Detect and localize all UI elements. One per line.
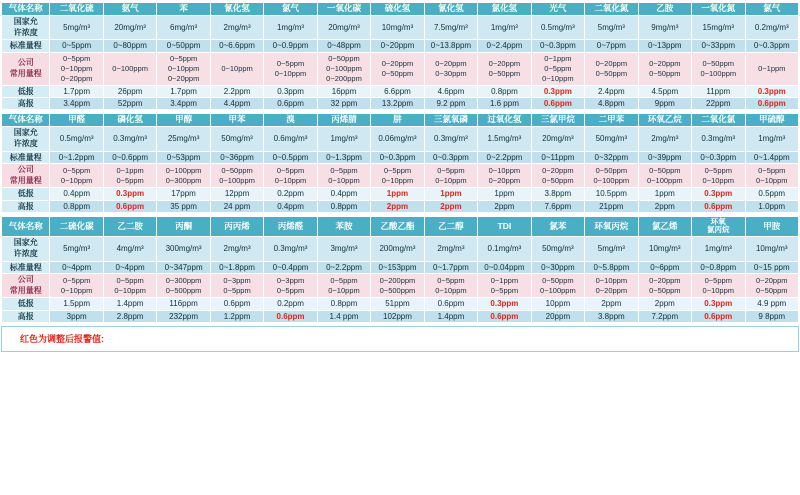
high-alarm-cell: 2.8ppm bbox=[103, 310, 156, 322]
national-limit-cell: 50mg/m³ bbox=[585, 127, 638, 152]
standard-range-cell: 0~0.3ppm bbox=[371, 151, 424, 163]
national-limit-cell: 300mg/m³ bbox=[157, 237, 210, 262]
national-limit-cell: 1.5mg/m³ bbox=[478, 127, 531, 152]
row-label-gas-name: 气体名称 bbox=[2, 216, 50, 236]
gas-name-header: 氯气 bbox=[745, 3, 798, 16]
company-range-cell: 0~50ppm 0~100ppm bbox=[585, 163, 638, 188]
national-limit-row bbox=[2, 15, 799, 40]
national-limit-cell: 7.5mg/m³ bbox=[424, 15, 477, 40]
high-alarm-cell: 3.8ppm bbox=[585, 310, 638, 322]
high-alarm-cell: 2ppm bbox=[638, 200, 691, 212]
company-range-cell: 0~50ppm 0~100ppm 0~200ppm bbox=[317, 52, 370, 85]
row-label-national-limit: 国家允 许浓度 bbox=[2, 237, 50, 262]
gas-name-header: 苯 bbox=[157, 3, 210, 16]
company-range-cell: 0~5ppm 0~10ppm bbox=[371, 163, 424, 188]
company-range-cell: 0~20ppm 0~50ppm bbox=[638, 273, 691, 298]
row-label-low-alarm: 低报 bbox=[2, 85, 50, 97]
gas-name-header: 氯苯 bbox=[531, 216, 584, 236]
company-range-cell: 0~5ppm 0~10ppm bbox=[50, 163, 103, 188]
low-alarm-cell: 0.8ppm bbox=[317, 298, 370, 310]
national-limit-cell: 1mg/m³ bbox=[264, 15, 317, 40]
company-range-row bbox=[2, 52, 799, 85]
gas-threshold-table bbox=[1, 2, 799, 323]
national-limit-cell: 15mg/m³ bbox=[692, 15, 745, 40]
low-alarm-cell: 0.3ppm bbox=[692, 298, 745, 310]
low-alarm-cell: 0.3ppm bbox=[531, 85, 584, 97]
row-label-gas-name: 气体名称 bbox=[2, 114, 50, 127]
row-label-standard-range: 标准量程 bbox=[2, 151, 50, 163]
national-limit-row bbox=[2, 127, 799, 152]
low-alarm-cell: 2ppm bbox=[638, 298, 691, 310]
national-limit-cell: 200mg/m³ bbox=[371, 237, 424, 262]
gas-name-header: 氰化氢 bbox=[210, 3, 263, 16]
national-limit-cell: 5mg/m³ bbox=[585, 15, 638, 40]
standard-range-row bbox=[2, 151, 799, 163]
low-alarm-row bbox=[2, 85, 799, 97]
gas-name-header: 光气 bbox=[531, 3, 584, 16]
gas-name-header: 三氯氧磷 bbox=[424, 114, 477, 127]
gas-name-header: 二硫化碳 bbox=[50, 216, 103, 236]
legend-red-note: 红色为调整后报警值: bbox=[20, 334, 104, 345]
national-limit-cell: 25mg/m³ bbox=[157, 127, 210, 152]
row-label-gas-name: 气体名称 bbox=[2, 3, 50, 16]
gas-name-header: 氯气 bbox=[264, 3, 317, 16]
company-range-cell: 0~100ppm bbox=[103, 52, 156, 85]
gas-name-header: 三氯甲烷 bbox=[531, 114, 584, 127]
national-limit-cell: 5mg/m³ bbox=[585, 237, 638, 262]
standard-range-cell: 0~1.7ppm bbox=[424, 261, 477, 273]
gas-name-header: 过氧化氢 bbox=[478, 114, 531, 127]
low-alarm-cell: 2ppm bbox=[585, 298, 638, 310]
row-label-high-alarm: 高报 bbox=[2, 200, 50, 212]
row-label-high-alarm: 高报 bbox=[2, 310, 50, 322]
gas-name-header: 氯乙烯 bbox=[638, 216, 691, 236]
company-range-cell: 0~5ppm 0~10ppm bbox=[264, 52, 317, 85]
low-alarm-cell: 4.6ppm bbox=[424, 85, 477, 97]
company-range-cell: 0~5ppm 0~10ppm 0~20ppm bbox=[157, 52, 210, 85]
high-alarm-cell: 4.4ppm bbox=[210, 98, 263, 110]
low-alarm-cell: 0.4ppm bbox=[50, 188, 103, 200]
standard-range-cell: 0~2.2ppm bbox=[317, 261, 370, 273]
low-alarm-cell: 1ppm bbox=[371, 188, 424, 200]
low-alarm-cell: 3.8ppm bbox=[531, 188, 584, 200]
low-alarm-cell: 26ppm bbox=[103, 85, 156, 97]
low-alarm-cell: 116ppm bbox=[157, 298, 210, 310]
standard-range-cell: 0~0.6ppm bbox=[103, 151, 156, 163]
high-alarm-cell: 0.6ppm bbox=[692, 200, 745, 212]
standard-range-cell: 0~20ppm bbox=[371, 40, 424, 52]
row-label-low-alarm: 低报 bbox=[2, 298, 50, 310]
low-alarm-cell: 1ppm bbox=[638, 188, 691, 200]
low-alarm-cell: 0.2ppm bbox=[264, 188, 317, 200]
high-alarm-cell: 0.6ppm bbox=[264, 98, 317, 110]
national-limit-cell: 1mg/m³ bbox=[478, 15, 531, 40]
standard-range-cell: 0~5ppm bbox=[50, 40, 103, 52]
national-limit-cell: 2mg/m³ bbox=[638, 127, 691, 152]
high-alarm-cell: 2ppm bbox=[478, 200, 531, 212]
high-alarm-cell: 9.2 ppm bbox=[424, 98, 477, 110]
standard-range-cell: 0~7ppm bbox=[585, 40, 638, 52]
national-limit-cell: 2mg/m³ bbox=[424, 237, 477, 262]
company-range-cell: 0~50ppm 0~100ppm bbox=[210, 163, 263, 188]
gas-name-header: 甲硫醇 bbox=[745, 114, 798, 127]
standard-range-cell: 0~1.3ppm bbox=[317, 151, 370, 163]
high-alarm-cell: 24 ppm bbox=[210, 200, 263, 212]
gas-name-row bbox=[2, 114, 799, 127]
standard-range-cell: 0~0.3ppm bbox=[424, 151, 477, 163]
row-label-high-alarm: 高报 bbox=[2, 98, 50, 110]
high-alarm-cell: 0.6ppm bbox=[264, 310, 317, 322]
low-alarm-cell: 1ppm bbox=[478, 188, 531, 200]
company-range-cell: 0~20ppm 0~30ppm bbox=[424, 52, 477, 85]
high-alarm-cell: 0.6ppm bbox=[692, 310, 745, 322]
low-alarm-cell: 11ppm bbox=[692, 85, 745, 97]
high-alarm-cell: 0.6ppm bbox=[478, 310, 531, 322]
standard-range-cell: 0~30ppm bbox=[531, 261, 584, 273]
low-alarm-cell: 0.4ppm bbox=[317, 188, 370, 200]
low-alarm-cell: 10ppm bbox=[531, 298, 584, 310]
national-limit-cell: 6mg/m³ bbox=[157, 15, 210, 40]
standard-range-cell: 0~33ppm bbox=[692, 40, 745, 52]
high-alarm-cell: 32 ppm bbox=[317, 98, 370, 110]
gas-name-header: 环氧乙烷 bbox=[638, 114, 691, 127]
national-limit-cell: 20mg/m³ bbox=[317, 15, 370, 40]
gas-name-header: 二氧化氯 bbox=[692, 114, 745, 127]
national-limit-cell: 0.5mg/m³ bbox=[531, 15, 584, 40]
low-alarm-cell: 4.9 ppm bbox=[745, 298, 798, 310]
standard-range-cell: 0~1.8ppm bbox=[210, 261, 263, 273]
low-alarm-cell: 4.5ppm bbox=[638, 85, 691, 97]
gas-name-header: 乙酸乙酯 bbox=[371, 216, 424, 236]
high-alarm-cell: 232ppm bbox=[157, 310, 210, 322]
standard-range-cell: 0~6ppm bbox=[638, 261, 691, 273]
high-alarm-cell: 2ppm bbox=[424, 200, 477, 212]
national-limit-cell: 3mg/m³ bbox=[317, 237, 370, 262]
gas-name-header: 一氧化碳 bbox=[317, 3, 370, 16]
national-limit-cell: 0.3mg/m³ bbox=[424, 127, 477, 152]
company-range-cell: 0~5ppm 0~10ppm bbox=[103, 273, 156, 298]
gas-name-row bbox=[2, 3, 799, 16]
gas-name-header: 氯化氢 bbox=[478, 3, 531, 16]
high-alarm-cell: 22ppm bbox=[692, 98, 745, 110]
company-range-cell: 0~1ppm bbox=[745, 52, 798, 85]
company-range-cell: 0~20ppm 0~50ppm bbox=[638, 52, 691, 85]
national-limit-cell: 50mg/m³ bbox=[531, 237, 584, 262]
standard-range-cell: 0~11ppm bbox=[531, 151, 584, 163]
national-limit-cell: 5mg/m³ bbox=[50, 237, 103, 262]
low-alarm-cell: 0.8ppm bbox=[478, 85, 531, 97]
high-alarm-cell: 0.8ppm bbox=[317, 200, 370, 212]
low-alarm-cell: 1ppm bbox=[424, 188, 477, 200]
national-limit-cell: 10mg/m³ bbox=[745, 237, 798, 262]
high-alarm-cell: 1.0ppm bbox=[745, 200, 798, 212]
standard-range-cell: 0~15 ppm bbox=[745, 261, 798, 273]
national-limit-cell: 1mg/m³ bbox=[745, 127, 798, 152]
company-range-cell: 0~3ppm 0~5ppm bbox=[264, 273, 317, 298]
standard-range-cell: 0~2.4ppm bbox=[478, 40, 531, 52]
standard-range-cell: 0~0.3ppm bbox=[745, 40, 798, 52]
national-limit-cell: 10mg/m³ bbox=[371, 15, 424, 40]
national-limit-cell: 0.3mg/m³ bbox=[103, 127, 156, 152]
company-range-cell: 0~5ppm 0~10ppm bbox=[424, 273, 477, 298]
company-range-cell: 0~20ppm 0~50ppm bbox=[585, 52, 638, 85]
high-alarm-cell: 0.4ppm bbox=[264, 200, 317, 212]
low-alarm-cell: 0.2ppm bbox=[264, 298, 317, 310]
company-range-cell: 0~10ppm bbox=[210, 52, 263, 85]
standard-range-cell: 0~50ppm bbox=[157, 40, 210, 52]
standard-range-cell: 0~80ppm bbox=[103, 40, 156, 52]
high-alarm-cell: 1.2ppm bbox=[210, 310, 263, 322]
company-range-cell: 0~1ppm 0~5ppm bbox=[478, 273, 531, 298]
high-alarm-cell: 4.8ppm bbox=[585, 98, 638, 110]
standard-range-cell: 0~0.5ppm bbox=[264, 151, 317, 163]
high-alarm-cell: 21ppm bbox=[585, 200, 638, 212]
high-alarm-row bbox=[2, 200, 799, 212]
high-alarm-cell: 13.2ppm bbox=[371, 98, 424, 110]
high-alarm-row bbox=[2, 310, 799, 322]
low-alarm-cell: 0.6ppm bbox=[424, 298, 477, 310]
company-range-cell: 0~5ppm 0~10ppm bbox=[264, 163, 317, 188]
low-alarm-cell: 2.4ppm bbox=[585, 85, 638, 97]
low-alarm-cell: 51ppm bbox=[371, 298, 424, 310]
standard-range-cell: 0~0.04ppm bbox=[478, 261, 531, 273]
company-range-cell: 0~200ppm 0~500ppm bbox=[371, 273, 424, 298]
standard-range-cell: 0~153ppm bbox=[371, 261, 424, 273]
high-alarm-cell: 0.8ppm bbox=[50, 200, 103, 212]
national-limit-cell: 1mg/m³ bbox=[692, 237, 745, 262]
national-limit-cell: 0.5mg/m³ bbox=[50, 127, 103, 152]
standard-range-cell: 0~53ppm bbox=[157, 151, 210, 163]
low-alarm-cell: 0.3ppm bbox=[745, 85, 798, 97]
national-limit-cell: 0.3mg/m³ bbox=[264, 237, 317, 262]
high-alarm-cell: 52ppm bbox=[103, 98, 156, 110]
national-limit-cell: 0.06mg/m³ bbox=[371, 127, 424, 152]
national-limit-cell: 4mg/m³ bbox=[103, 237, 156, 262]
standard-range-cell: 0~2.2ppm bbox=[478, 151, 531, 163]
standard-range-cell: 0~13.8ppm bbox=[424, 40, 477, 52]
national-limit-cell: 10mg/m³ bbox=[638, 237, 691, 262]
low-alarm-cell: 0.3ppm bbox=[264, 85, 317, 97]
row-label-national-limit: 国家允 许浓度 bbox=[2, 127, 50, 152]
row-label-low-alarm: 低报 bbox=[2, 188, 50, 200]
standard-range-cell: 0~4ppm bbox=[103, 261, 156, 273]
national-limit-row bbox=[2, 237, 799, 262]
standard-range-cell: 0~1.2ppm bbox=[50, 151, 103, 163]
low-alarm-cell: 2.2ppm bbox=[210, 85, 263, 97]
company-range-cell: 0~300ppm 0~500ppm bbox=[157, 273, 210, 298]
company-range-cell: 0~5ppm 0~10ppm bbox=[692, 273, 745, 298]
national-limit-cell: 20mg/m³ bbox=[531, 127, 584, 152]
gas-name-header: 甲醇 bbox=[157, 114, 210, 127]
company-range-cell: 0~20ppm 0~50ppm bbox=[745, 273, 798, 298]
low-alarm-cell: 16ppm bbox=[317, 85, 370, 97]
high-alarm-cell: 7.6ppm bbox=[531, 200, 584, 212]
standard-range-cell: 0~4ppm bbox=[50, 261, 103, 273]
company-range-cell: 0~1ppm 0~5ppm 0~10ppm bbox=[531, 52, 584, 85]
company-range-cell: 0~1ppm 0~5ppm bbox=[103, 163, 156, 188]
national-limit-cell: 9mg/m³ bbox=[638, 15, 691, 40]
standard-range-cell: 0~0.8ppm bbox=[692, 261, 745, 273]
low-alarm-cell: 0.3ppm bbox=[692, 188, 745, 200]
standard-range-cell: 0~0.4ppm bbox=[264, 261, 317, 273]
gas-name-header: 二氧化氮 bbox=[585, 3, 638, 16]
high-alarm-cell: 2ppm bbox=[371, 200, 424, 212]
company-range-cell: 0~20ppm 0~50ppm bbox=[371, 52, 424, 85]
footer-note-bar bbox=[1, 326, 799, 352]
low-alarm-cell: 1.7ppm bbox=[50, 85, 103, 97]
low-alarm-cell: 1.5ppm bbox=[50, 298, 103, 310]
standard-range-cell: 0~48ppm bbox=[317, 40, 370, 52]
company-range-cell: 0~20ppm 0~50ppm bbox=[478, 52, 531, 85]
high-alarm-cell: 1.4ppm bbox=[424, 310, 477, 322]
national-limit-cell: 1mg/m³ bbox=[317, 127, 370, 152]
gas-name-header: 苯胺 bbox=[317, 216, 370, 236]
standard-range-cell: 0~347ppm bbox=[157, 261, 210, 273]
low-alarm-cell: 12ppm bbox=[210, 188, 263, 200]
company-range-cell: 0~5ppm 0~10ppm bbox=[424, 163, 477, 188]
gas-name-header: 氰化氢 bbox=[424, 3, 477, 16]
row-label-company-range: 公司 常用量程 bbox=[2, 52, 50, 85]
high-alarm-cell: 9ppm bbox=[638, 98, 691, 110]
high-alarm-cell: 102ppm bbox=[371, 310, 424, 322]
company-range-cell: 0~5ppm 0~10ppm bbox=[50, 273, 103, 298]
standard-range-cell: 0~0.3ppm bbox=[692, 151, 745, 163]
row-label-company-range: 公司 常用量程 bbox=[2, 273, 50, 298]
company-range-cell: 0~5ppm 0~10ppm bbox=[317, 163, 370, 188]
company-range-row bbox=[2, 273, 799, 298]
company-range-cell: 0~10ppm 0~20ppm bbox=[585, 273, 638, 298]
low-alarm-row bbox=[2, 298, 799, 310]
standard-range-cell: 0~5.8ppm bbox=[585, 261, 638, 273]
standard-range-cell: 0~6.6ppm bbox=[210, 40, 263, 52]
standard-range-cell: 0~39ppm bbox=[638, 151, 691, 163]
company-range-cell: 0~5ppm 0~10ppm bbox=[692, 163, 745, 188]
gas-name-header: 硫化氢 bbox=[371, 3, 424, 16]
gas-name-header: 丙烯腈 bbox=[317, 114, 370, 127]
gas-name-header: TDI bbox=[478, 216, 531, 236]
high-alarm-cell: 0.6ppm bbox=[531, 98, 584, 110]
national-limit-cell: 0.2mg/m³ bbox=[745, 15, 798, 40]
national-limit-cell: 50mg/m³ bbox=[210, 127, 263, 152]
low-alarm-cell: 0.3ppm bbox=[103, 188, 156, 200]
national-limit-cell: 0.6mg/m³ bbox=[264, 127, 317, 152]
high-alarm-row bbox=[2, 98, 799, 110]
gas-name-header: 乙胺 bbox=[638, 3, 691, 16]
gas-name-row bbox=[2, 216, 799, 236]
low-alarm-cell: 17ppm bbox=[157, 188, 210, 200]
standard-range-cell: 0~0.3ppm bbox=[531, 40, 584, 52]
company-range-cell: 0~10ppm 0~20ppm bbox=[478, 163, 531, 188]
gas-name-header: 环氧 氯丙烷 bbox=[692, 216, 745, 236]
national-limit-cell: 2mg/m³ bbox=[210, 15, 263, 40]
company-range-cell: 0~100ppm 0~300ppm bbox=[157, 163, 210, 188]
low-alarm-cell: 0.3ppm bbox=[478, 298, 531, 310]
company-range-cell: 0~3ppm 0~5ppm bbox=[210, 273, 263, 298]
standard-range-cell: 0~32ppm bbox=[585, 151, 638, 163]
standard-range-cell: 0~13ppm bbox=[638, 40, 691, 52]
high-alarm-cell: 35 ppm bbox=[157, 200, 210, 212]
standard-range-cell: 0~36ppm bbox=[210, 151, 263, 163]
row-label-standard-range: 标准量程 bbox=[2, 40, 50, 52]
high-alarm-cell: 3.4ppm bbox=[157, 98, 210, 110]
gas-name-header: 磷化氢 bbox=[103, 114, 156, 127]
high-alarm-cell: 1.4 ppm bbox=[317, 310, 370, 322]
company-range-cell: 0~50ppm 0~100ppm bbox=[531, 273, 584, 298]
company-range-row bbox=[2, 163, 799, 188]
gas-name-header: 乙二醇 bbox=[424, 216, 477, 236]
company-range-cell: 0~50ppm 0~100ppm bbox=[692, 52, 745, 85]
gas-name-header: 丙酮 bbox=[157, 216, 210, 236]
national-limit-cell: 5mg/m³ bbox=[50, 15, 103, 40]
high-alarm-cell: 3ppm bbox=[50, 310, 103, 322]
high-alarm-cell: 0.6ppm bbox=[103, 200, 156, 212]
national-limit-cell: 0.3mg/m³ bbox=[692, 127, 745, 152]
gas-name-header: 甲醛 bbox=[50, 114, 103, 127]
national-limit-cell: 2mg/m³ bbox=[210, 237, 263, 262]
gas-name-header: 丙烯醛 bbox=[264, 216, 317, 236]
low-alarm-cell: 0.6ppm bbox=[210, 298, 263, 310]
low-alarm-cell: 6.6ppm bbox=[371, 85, 424, 97]
high-alarm-cell: 0.6ppm bbox=[745, 98, 798, 110]
gas-name-header: 氨气 bbox=[103, 3, 156, 16]
national-limit-cell: 0.1mg/m³ bbox=[478, 237, 531, 262]
standard-range-row bbox=[2, 261, 799, 273]
gas-name-header: 环氧丙烷 bbox=[585, 216, 638, 236]
low-alarm-cell: 0.5ppm bbox=[745, 188, 798, 200]
gas-name-header: 二氧化硫 bbox=[50, 3, 103, 16]
gas-name-header: 溴 bbox=[264, 114, 317, 127]
row-label-standard-range: 标准量程 bbox=[2, 261, 50, 273]
company-range-cell: 0~5ppm 0~10ppm bbox=[745, 163, 798, 188]
gas-name-header: 二甲苯 bbox=[585, 114, 638, 127]
low-alarm-cell: 10.5ppm bbox=[585, 188, 638, 200]
gas-name-header: 甲胺 bbox=[745, 216, 798, 236]
high-alarm-cell: 9 8ppm bbox=[745, 310, 798, 322]
standard-range-row bbox=[2, 40, 799, 52]
gas-name-header: 乙二胺 bbox=[103, 216, 156, 236]
gas-name-header: 丙丙烯 bbox=[210, 216, 263, 236]
company-range-cell: 0~20ppm 0~50ppm bbox=[531, 163, 584, 188]
gas-name-header: 肼 bbox=[371, 114, 424, 127]
standard-range-cell: 0~1.4ppm bbox=[745, 151, 798, 163]
low-alarm-cell: 1.7ppm bbox=[157, 85, 210, 97]
company-range-cell: 0~5ppm 0~10ppm 0~20ppm bbox=[50, 52, 103, 85]
national-limit-cell: 20mg/m³ bbox=[103, 15, 156, 40]
low-alarm-cell: 1.4ppm bbox=[103, 298, 156, 310]
high-alarm-cell: 1.6 ppm bbox=[478, 98, 531, 110]
low-alarm-row bbox=[2, 188, 799, 200]
row-label-national-limit: 国家允 许浓度 bbox=[2, 15, 50, 40]
high-alarm-cell: 20ppm bbox=[531, 310, 584, 322]
high-alarm-cell: 7.2ppm bbox=[638, 310, 691, 322]
standard-range-cell: 0~0.9ppm bbox=[264, 40, 317, 52]
gas-name-header: 甲苯 bbox=[210, 114, 263, 127]
company-range-cell: 0~5ppm 0~10ppm bbox=[317, 273, 370, 298]
row-label-company-range: 公司 常用量程 bbox=[2, 163, 50, 188]
gas-name-header: 一氧化氮 bbox=[692, 3, 745, 16]
company-range-cell: 0~50ppm 0~100ppm bbox=[638, 163, 691, 188]
high-alarm-cell: 3.4ppm bbox=[50, 98, 103, 110]
